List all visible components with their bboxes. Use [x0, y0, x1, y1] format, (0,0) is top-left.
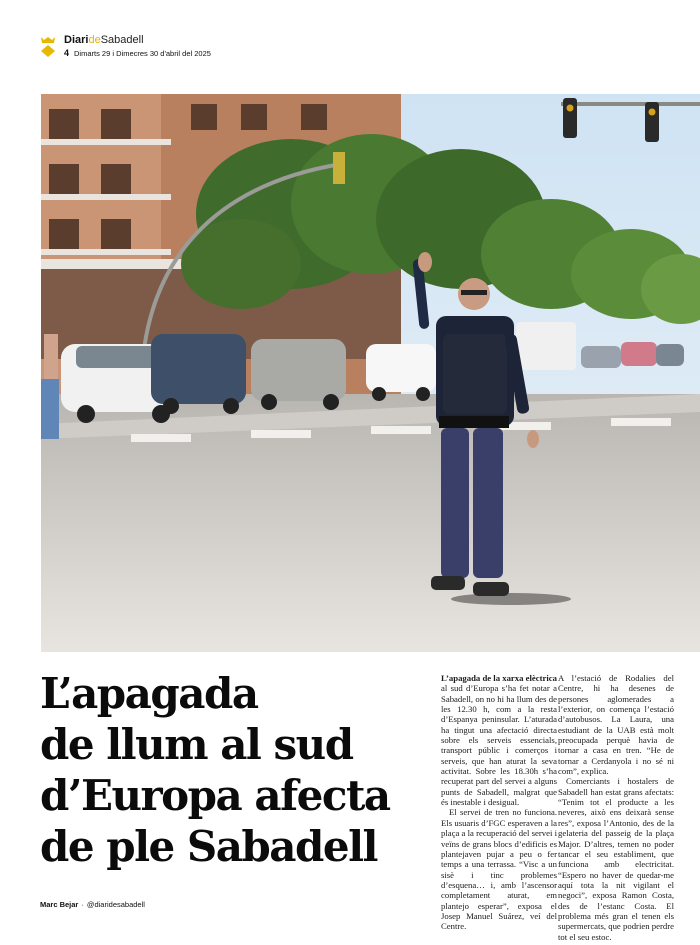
diari-logo-icon: [40, 36, 56, 58]
headline-line: L’apagada: [40, 669, 258, 718]
article-column-1: [441, 673, 557, 932]
article-paragraph: Comerciants i hostalers de Sabadell han estat grans afectats: “Tenim tot el producte a les neveres, això ens deixarà sense res”, exposa l’Antonio, des de la gelateria del passeig de la plaça Major. D’altres, temen no poder tancar el seu establiment, que funciona amb electricitat. “Espero no haver de quedar-me aquí tota la nit vigilant el negoci”, exposa Ramon Costa, des de l’estanc Costa. El problema més gran el tenen els supermercats, que podrien perdre tot el seu estoc.: [558, 776, 674, 942]
byline: [40, 900, 145, 909]
headline-line: d’Europa afecta: [40, 771, 390, 820]
headline-line: de llum al sud: [40, 720, 353, 769]
article-photo: [41, 94, 700, 652]
headline: [40, 668, 420, 872]
date-line: Dimarts 29 i Dimecres 30 d'abril del 2025: [74, 49, 211, 58]
author-name: Marc Bejar: [40, 900, 79, 909]
page-number: 4: [64, 48, 70, 58]
headline-line: de ple Sabadell: [40, 822, 378, 871]
article-paragraph: A l’estació de Rodalies del Centre, hi ha desenes de persones aglomerades a l’exterior, on comença l’estació d’autobusos. La Laura, una estudiant de la UAB està molt preocupada perquè havia de tornar a casa en tren. “He de tornar a Cerdanyola i no sé ni com”, explica.: [558, 673, 674, 777]
author-handle: @diaridesabadell: [86, 900, 145, 909]
byline-separator: ·: [81, 900, 84, 909]
article-paragraph: El servei de tren no funciona. Els usuaris d’FGC esperaven a la plaça a la recuperació del servei i veïns de grans blocs d’edificis es plantejaven pujar a peu o fer temps a una terrassa. “Visc a un sisè i tinc problemes d’esquena… i, amb l’ascensor completament aturat, em plantejo esperar”, exposa el Josep Manuel Suárez, veí del Centre.: [441, 807, 557, 932]
article-lead: L’apagada de la xarxa elèctrica: [441, 673, 557, 683]
article-paragraph: L’apagada de la xarxa elèctrica al sud d’Europa s’ha fet notar a Sabadell, on no hi ha llum des de les 12.30 h, com a la resta d’Espanya peninsular. L’aturada ha tingut una afectació directa sobre els serveis essencials, transport públic i comerços i serveis, que han aturat la seva activitat. Sobre les 18.30h s’ha recuperat part del servei a alguns punts de Sabadell, malgrat que és inestable i desigual.: [441, 673, 557, 808]
article-column-2: [558, 673, 674, 942]
issue-line: [64, 48, 211, 58]
brand-name: DiarideSabadell: [64, 34, 144, 46]
